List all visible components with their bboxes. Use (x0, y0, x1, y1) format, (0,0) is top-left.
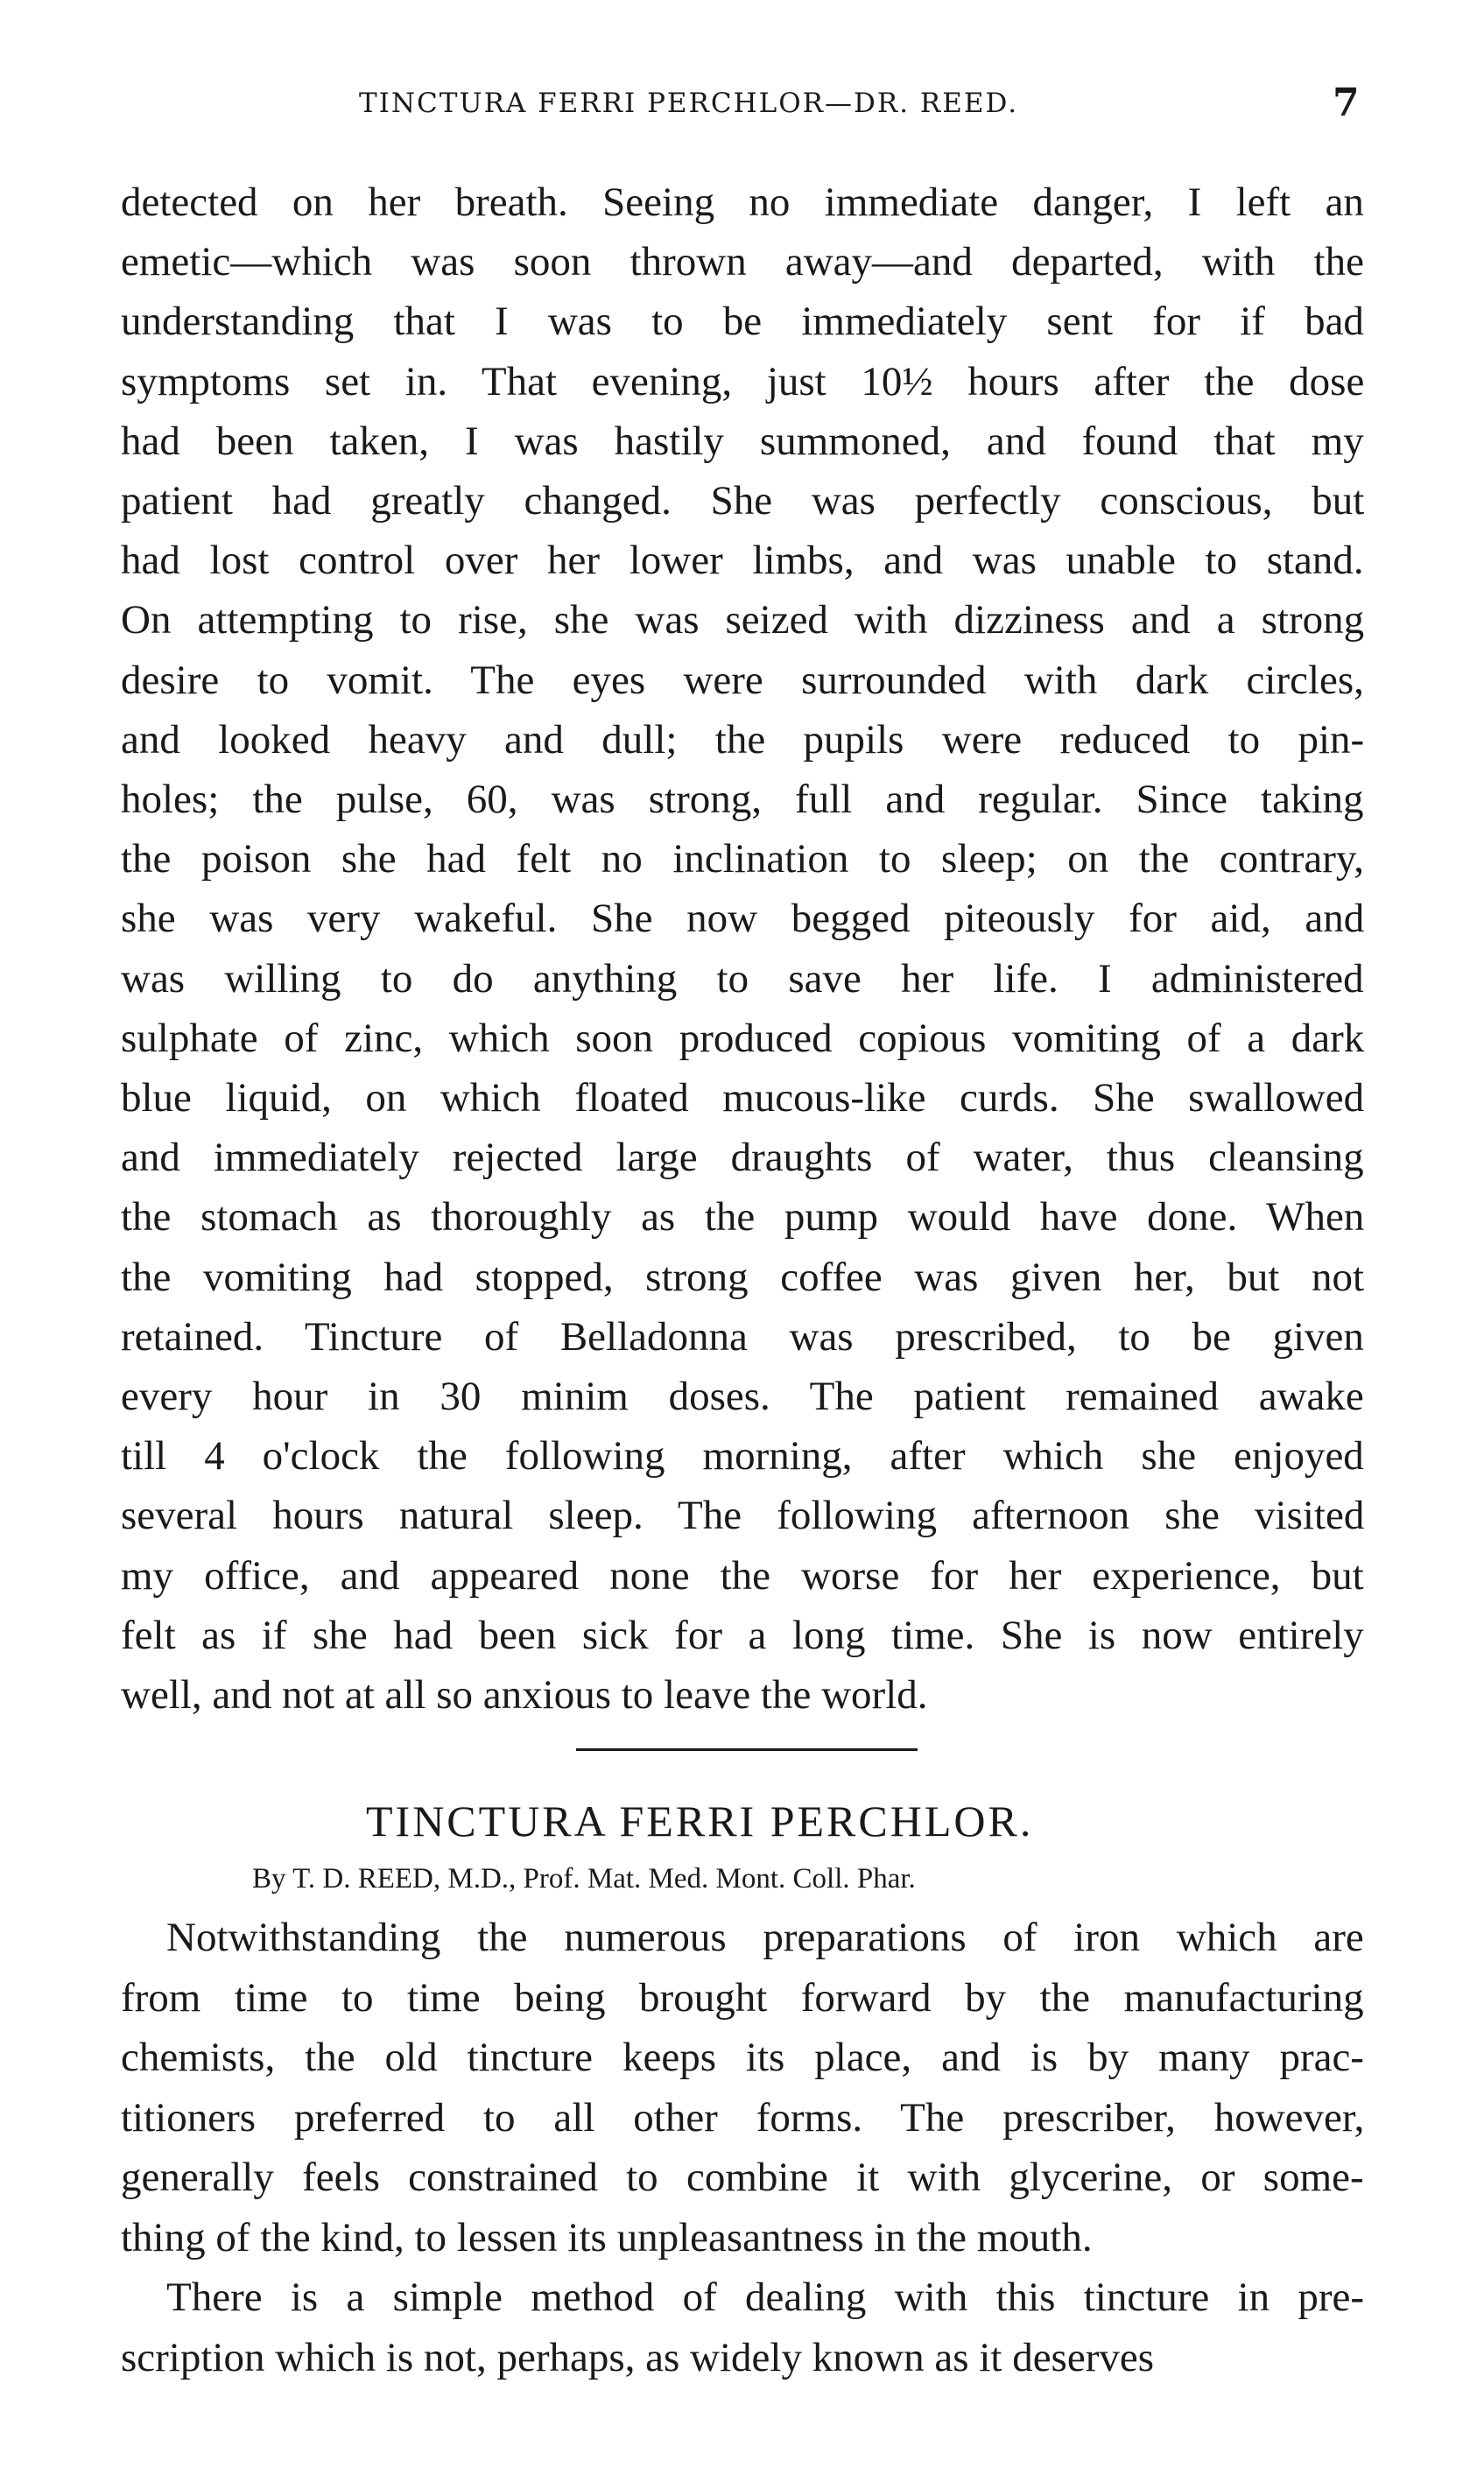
text-line: detected on her breath. Seeing no immediate danger, I left an (121, 179, 1364, 225)
text-line: had been taken, I was hastily summoned, and found that my (121, 418, 1364, 464)
article-byline: By T. D. REED, M.D., Prof. Mat. Med. Mont. Coll. Phar. (252, 1863, 916, 1895)
text-line: till 4 o'clock the following morning, after which she enjoyed (121, 1433, 1364, 1480)
section-divider (576, 1748, 918, 1751)
text-line: and looked heavy and dull; the pupils were reduced to pin- (121, 716, 1365, 763)
text-line: On attempting to rise, she was seized with dizziness and a strong (121, 597, 1365, 643)
text-line: understanding that I was to be immediately sent for if bad (121, 299, 1364, 345)
text-line: the vomiting had stopped, strong coffee was given her, but not (121, 1254, 1365, 1300)
text-line: she was very wakeful. She now begged piteously for aid, and (121, 896, 1365, 942)
text-line: patient had greatly changed. She was perfectly conscious, but (121, 478, 1365, 524)
text-line: several hours natural sleep. The following afternoon she visited (121, 1493, 1365, 1539)
text-line: generally feels constrained to combine it with glycerine, or some- (121, 2155, 1364, 2200)
text-line: well, and not at all so anxious to leave the world. (121, 1672, 928, 1718)
text-line: titioners preferred to all other forms. The prescriber, however, (121, 2094, 1365, 2141)
text-line: holes; the pulse, 60, was strong, full and regular. Since taking (121, 777, 1364, 822)
text-line: retained. Tincture of Belladonna was prescribed, to be given (121, 1313, 1364, 1360)
page-number: 7 (1333, 81, 1360, 125)
text-line: There is a simple method of dealing with this tincture in pre- (166, 2275, 1365, 2320)
text-line: desire to vomit. The eyes were surrounded with dark circles, (121, 657, 1364, 703)
article-title: TINCTURA FERRI PERCHLOR. (366, 1796, 1034, 1846)
text-line: symptoms set in. That evening, just 10½ hours after the dose (121, 358, 1365, 404)
text-line: thing of the kind, to lessen its unpleasantness in the mouth. (121, 2214, 1093, 2260)
text-line: every hour in 30 minim doses. The patient remained awake (121, 1374, 1364, 1419)
text-line: blue liquid, on which floated mucous-like curds. She swallowed (121, 1075, 1365, 1121)
text-line: emetic—which was soon thrown away—and departed, with the (121, 239, 1364, 285)
text-line: the stomach as thoroughly as the pump would have done. When (121, 1194, 1365, 1241)
text-line: sulphate of zinc, which soon produced copious vomiting of a dark (121, 1015, 1365, 1061)
text-line: and immediately rejected large draughts of water, thus cleansing (121, 1135, 1364, 1181)
text-line: felt as if she had been sick for a long time. She is now entirely (121, 1612, 1364, 1658)
text-line: chemists, the old tincture keeps its place, and is by many prac- (121, 2035, 1364, 2080)
running-head: TINCTURA FERRI PERCHLOR—DR. REED. (359, 88, 1019, 119)
text-line: was willing to do anything to save her life. I administered (121, 955, 1364, 1002)
text-line: scription which is not, perhaps, as widely known as it deserves (121, 2334, 1155, 2380)
text-line: had lost control over her lower limbs, and was unable to stand. (121, 538, 1364, 584)
text-line: my office, and appeared none the worse for her experience, but (121, 1552, 1364, 1599)
text-line: from time to time being brought forward by the manufacturing (121, 1974, 1364, 2021)
text-line: the poison she had felt no inclination to sleep; on the contrary, (121, 836, 1365, 882)
text-line: Notwithstanding the numerous preparations of iron which are (166, 1915, 1364, 1960)
